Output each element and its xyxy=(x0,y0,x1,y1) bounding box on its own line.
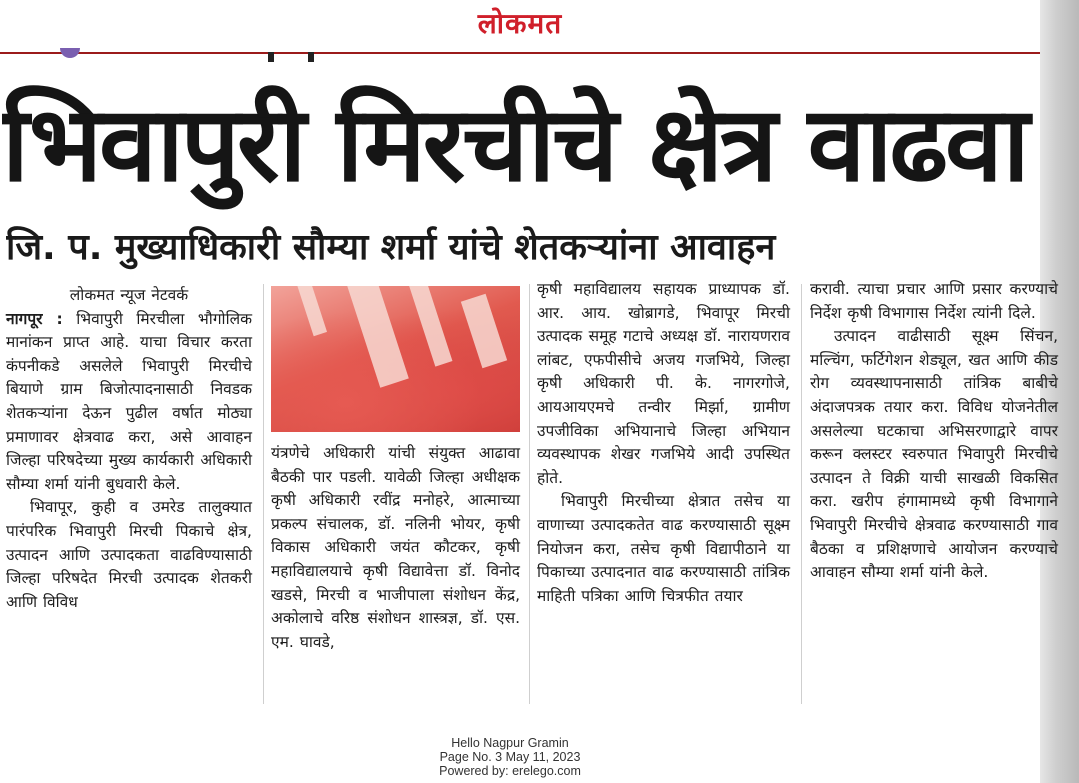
article-paragraph: यंत्रणेचे अधिकारी यांची संयुक्त आढावा बैठकी पार पडली. यावेळी जिल्हा अधीक्षक कृषी अधिकारी रवींद्र मनोहरे, आत्माच्या प्रकल्प संचालक, डॉ. नलिनी भोयर, कृषी विकास अधिकारी जयंत कौटकर, कृषी महाविद्यालयाचे कृषी विद्यावेत्ता डॉ. विनोद खडसे, मिरची व भाजीपाला संशोधन केंद्र, अकोलाचे वरिष्ठ संशोधन शास्त्रज्ञ, डॉ. एस. एम. घावडे, xyxy=(271,444,520,651)
subheadline: जि. प. मुख्याधिकारी सौम्या शर्मा यांचे शेतकऱ्यांना आवाहन xyxy=(6,227,776,268)
paragraph-text: भिवापुरी मिरचीला भौगोलिक मानांकन प्राप्त आहे. याचा विचार करता कंपनीकडे असलेले भिवापुरी मिरचीचे बियाणे ग्राम बिजोत्पादनासाठी निवडक शेतकऱ्यांना देऊन पुढील वर्षात मोठ्या प्रमाणावर क्षेत्रवाढ करा, असे आवाहन जिल्हा परिषदेच्या मुख्य कार्यकारी अधिकारी सौम्या शर्मा यांनी बुधवारी केले. xyxy=(6,309,252,493)
news-credit: लोकमत न्यूज नेटवर्क xyxy=(69,286,189,304)
powered-by: Powered by: erelego.com xyxy=(439,764,581,778)
article-paragraph: भिवापुरी मिरचीच्या क्षेत्रात तसेच या वाणाच्या उत्पादकतेत वाढ करण्यासाठी सूक्ष्म नियोजन करा, तसेच कृषी विद्यापीठाने या पिकाच्या उत्पादनात वाढ करण्यासाठी तांत्रिक माहिती पत्रिका आणि चित्रफीत तयार xyxy=(537,492,790,605)
column-divider xyxy=(263,284,264,704)
clipped-text-fragment xyxy=(268,52,328,62)
article-paragraph: उत्पादन वाढीसाठी सूक्ष्म सिंचन, मल्चिंग, फर्टिगेशन शेड्यूल, खत आणि कीड रोग व्यवस्थापनासाठी तांत्रिक बाबीचे अंदाजपत्रक तयार करा. विविध योजनेतील असलेल्या घटकाचा अभिसरणाद्वारे वापर करून क्लस्टर स्वरुपात भिवापुरी मिरचीचे उत्पादन ते विक्री याची साखळी विकसित करा. खरीप हंगामामध्ये कृषी विभागाने भिवापुरी मिरचीचे क्षेत्रवाढ करण्यासाठी गाव बैठका व प्रशिक्षणाचे आयोजन करण्याचे आवाहन सौम्या शर्मा यांनी केले. xyxy=(810,327,1058,582)
page-footer xyxy=(400,736,620,778)
article-column-1 xyxy=(6,284,252,614)
edition-name: Hello Nagpur Gramin xyxy=(451,736,569,750)
masthead xyxy=(0,0,1040,54)
article-column-2 xyxy=(271,442,520,654)
chilli-photo xyxy=(271,286,520,432)
article-column-3 xyxy=(537,278,790,608)
article-paragraph: करावी. त्याचा प्रचार आणि प्रसार करण्याचे निर्देश कृषी विभागास निर्देश त्यांनी दिले. xyxy=(810,280,1058,322)
headline: भिवापुरी मिरचीचे क्षेत्र वाढवा xyxy=(2,83,1027,205)
column-divider xyxy=(529,284,530,704)
clipped-graphic xyxy=(60,48,80,58)
article-column-4 xyxy=(810,278,1058,585)
article-paragraph xyxy=(6,308,252,497)
article-paragraph: भिवापूर, कुही व उमरेड तालुक्यात पारंपरिक भिवापुरी मिरची पिकाचे क्षेत्र, उत्पादन आणि उत्पादकता वाढविण्यासाठी जिल्हा परिषदेत मिरची उत्पादक शेतकरी आणि विविध xyxy=(6,498,252,611)
column-divider xyxy=(801,284,802,704)
dateline: नागपूर : xyxy=(6,309,63,328)
article-paragraph: कृषी महाविद्यालय सहायक प्राध्यापक डॉ. आर. आय. खोब्रागडे, भिवापूर मिरची उत्पादक समूह गटाचे अध्यक्ष डॉ. नारायणराव लांबट, एफपीसीचे अजय गजभिये, जिल्हा कृषी अधिकारी पी. के. नागरगोजे, आयआयएमचे तन्वीर मिर्झा, ग्रामीण उपजीविका अभियानाचे जिल्हा अभियान व्यवस्थापक शेखर गजभिये आदी उपस्थित होते. xyxy=(537,280,790,487)
lokmat-logo: लोकमत xyxy=(477,7,563,40)
page-info: Page No. 3 May 11, 2023 xyxy=(439,750,581,764)
